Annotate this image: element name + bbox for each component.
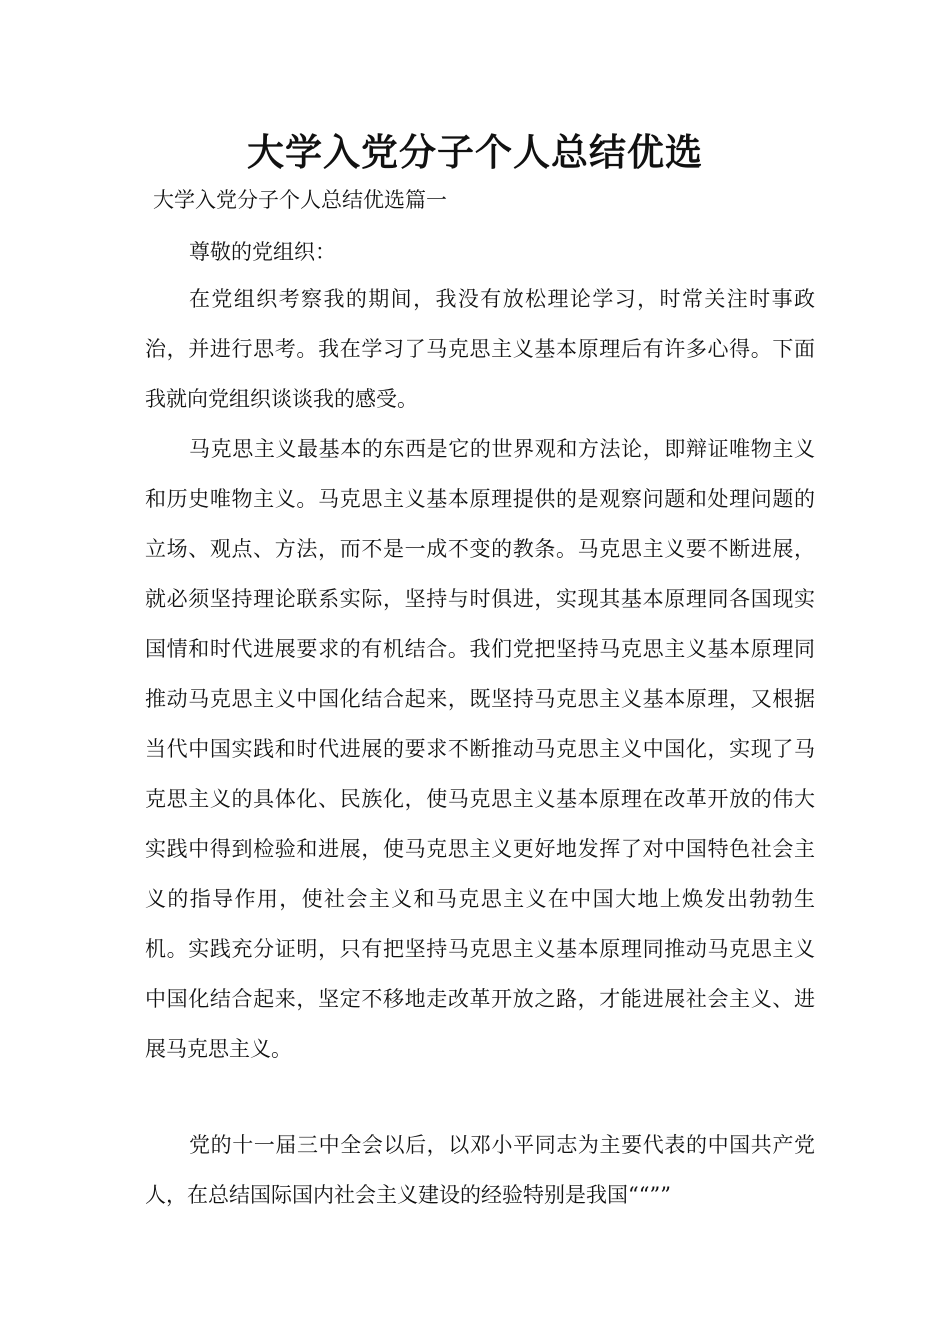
salutation: 尊敬的党组织： xyxy=(189,240,336,264)
paragraph-2: 马克思主义最基本的东西是它的世界观和方法论，即辩证唯物主义和历史唯物主义。马克思主义基本原理提供的是观察问题和处理问题的立场、观点、方法，而不是一成不变的教条。马克思主义要不断进展，就必须坚持理论联系实际，坚持与时俱进，实现其基本原理同各国现实国情和时代进展要求的有机结合。我们党把坚持马克思主义基本原理同推动马克思主义中国化结合起来，既坚持马克思主义基本原理，又根据当代中国实践和时代进展的要求不断推动马克思主义中国化，实现了马克思主义的具体化、民族化，使马克思主义基本原理在改革开放的伟大实践中得到检验和进展，使马克思主义更好地发挥了对中国特色社会主义的指导作用，使社会主义和马克思主义在中国大地上焕发出勃勃生机。实践充分证明，只有把坚持马克思主义基本原理同推动马克思主义中国化结合起来，坚定不移地走改革开放之路，才能进展社会主义、进展马克思主义。 xyxy=(145,437,815,1061)
document-title: 大学入党分子个人总结优选 xyxy=(247,131,703,174)
document-subtitle: 大学入党分子个人总结优选篇一 xyxy=(153,188,447,212)
paragraph-3: 党的十一届三中全会以后，以邓小平同志为主要代表的中国共产党人，在总结国际国内社会主义建设的经验特别是我国““”” xyxy=(145,1133,815,1207)
paragraph-1: 在党组织考察我的期间，我没有放松理论学习，时常关注时事政治，并进行思考。我在学习了马克思主义基本原理后有许多心得。下面我就向党组织谈谈我的感受。 xyxy=(145,287,815,411)
